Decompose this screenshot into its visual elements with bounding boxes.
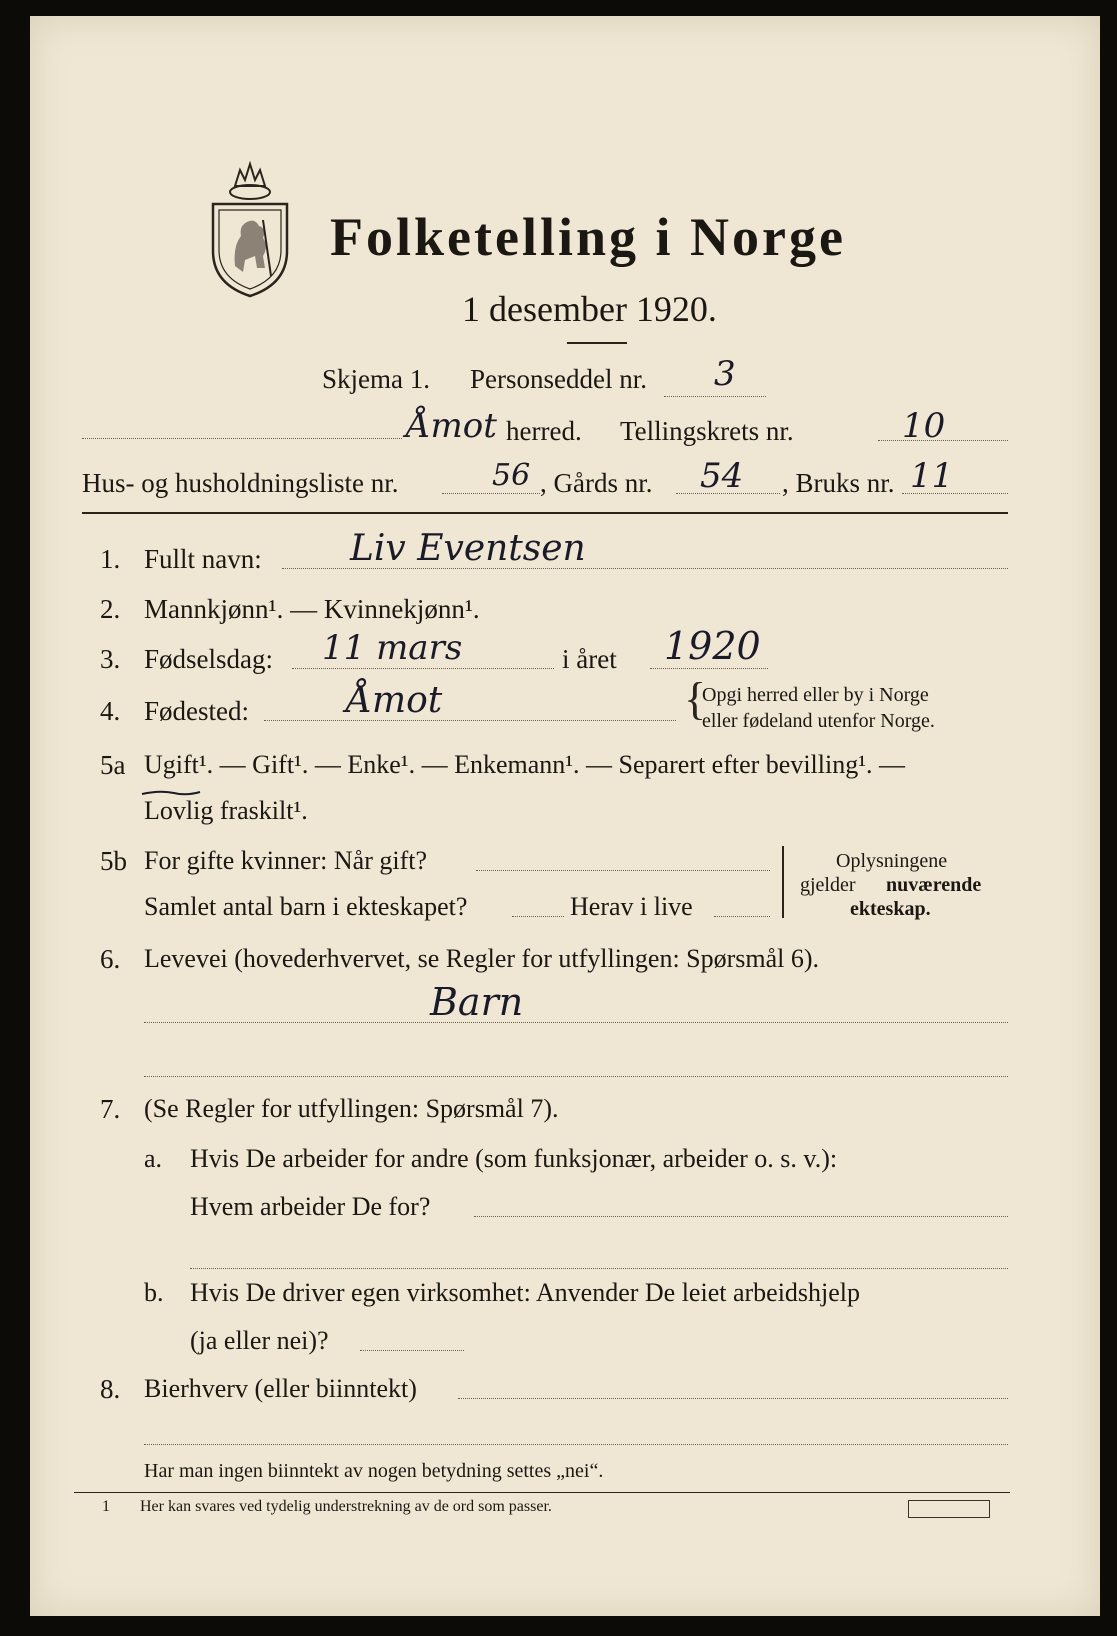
occupation-label: Levevei (hovederhvervet, se Regler for utfyllingen: Spørsmål 6). xyxy=(144,944,820,973)
no-income-note: Har man ingen biinntekt av nogen betydning settes „nei“. xyxy=(144,1460,604,1482)
husholdningsliste-label: Hus- og husholdningsliste nr. xyxy=(82,468,399,498)
occupation-line-2 xyxy=(144,1076,1008,1077)
census-date: 1 desember 1920. xyxy=(462,289,717,329)
personseddel-line xyxy=(664,396,766,397)
title-divider xyxy=(567,342,627,344)
children-alive-line xyxy=(714,916,770,917)
marriage-note-1: Oplysningene xyxy=(836,850,948,872)
q7a-letter: a. xyxy=(144,1144,163,1173)
hired-help-line xyxy=(360,1350,464,1351)
side-income-line-1 xyxy=(458,1398,1008,1399)
birthplace-line xyxy=(264,720,676,721)
tellingskrets-value: 10 xyxy=(902,406,946,446)
side-income-line-2 xyxy=(144,1444,1008,1445)
children-total-label: Samlet antal barn i ekteskapet? xyxy=(144,892,468,921)
q7b-letter: b. xyxy=(144,1278,164,1307)
footnote-number: 1 xyxy=(102,1498,110,1515)
birthplace-note-2: eller fødeland utenfor Norge. xyxy=(702,710,935,732)
herred-label: herred. xyxy=(506,416,582,446)
marital-status-divorced: Lovlig fraskilt¹. xyxy=(144,796,308,825)
q7a-question: Hvis De arbeider for andre (som funksjonær, arbeider o. s. v.): xyxy=(190,1144,838,1173)
marriage-note-3: ekteskap. xyxy=(850,898,931,920)
year-label: i året xyxy=(562,644,617,674)
side-income-label: Bierhverv (eller biinntekt) xyxy=(144,1374,417,1403)
q1-label: Fullt navn: xyxy=(144,544,262,574)
q7-label: (Se Regler for utfyllingen: Spørsmål 7). xyxy=(144,1094,559,1123)
when-married-line xyxy=(476,870,770,871)
q5a-number: 5a xyxy=(100,750,126,780)
bruks-value: 11 xyxy=(910,456,954,496)
husholdningsliste-value: 56 xyxy=(492,458,531,493)
underline-mark xyxy=(140,788,202,798)
q1-number: 1. xyxy=(100,544,121,574)
footnote-text: Her kan svares ved tydelig understrekning av de ord som passer. xyxy=(140,1498,552,1515)
marriage-note-2b: nuværende xyxy=(886,874,982,896)
birthplace-brace: { xyxy=(684,673,707,724)
printer-stamp xyxy=(908,1500,990,1518)
q8-number: 8. xyxy=(100,1374,121,1404)
employer-line-2 xyxy=(190,1268,1008,1269)
footer-rule xyxy=(74,1492,1010,1493)
marital-status-options: Ugift¹. — Gift¹. — Enke¹. — Enkemann¹. — Separert efter bevilling¹. — xyxy=(144,750,906,779)
tellingskrets-label: Tellingskrets nr. xyxy=(620,416,794,446)
employer-line-1 xyxy=(474,1216,1008,1217)
husholdningsliste-line xyxy=(442,493,540,494)
birthplace-note-1: Opgi herred eller by i Norge xyxy=(702,684,929,706)
gards-label: , Gårds nr. xyxy=(540,468,653,498)
coat-of-arms-icon xyxy=(205,156,295,301)
marriage-note-2a: gjelder xyxy=(800,874,856,896)
q3-number: 3. xyxy=(100,644,121,674)
bruks-label: , Bruks nr. xyxy=(782,468,895,498)
employer-label: Hvem arbeider De for? xyxy=(190,1192,431,1221)
occupation-value: Barn xyxy=(430,980,524,1024)
header-rule xyxy=(82,512,1008,514)
q4-number: 4. xyxy=(100,696,121,726)
q2-number: 2. xyxy=(100,594,121,624)
children-alive-label: Herav i live xyxy=(570,892,693,921)
q3-label: Fødselsdag: xyxy=(144,644,274,674)
occupation-line-1 xyxy=(144,1022,1008,1023)
birth-year-line xyxy=(650,668,768,669)
when-married-label: For gifte kvinner: Når gift? xyxy=(144,846,428,875)
marriage-note-bracket xyxy=(782,846,786,918)
personseddel-value: 3 xyxy=(714,354,736,394)
birthday-line xyxy=(292,668,554,669)
q4-label: Fødested: xyxy=(144,696,249,726)
q7-number: 7. xyxy=(100,1094,121,1124)
birthplace-value: Åmot xyxy=(346,680,443,721)
q7b-question: Hvis De driver egen virksomhet: Anvender De leiet arbeidshjelp xyxy=(190,1278,861,1307)
herred-value: Åmot xyxy=(406,406,497,446)
full-name-value: Liv Eventsen xyxy=(350,528,586,569)
children-total-line xyxy=(512,916,564,917)
birth-year-value: 1920 xyxy=(664,624,761,668)
herred-leading-line xyxy=(82,438,402,439)
q6-number: 6. xyxy=(100,944,121,974)
schema-label: Skjema 1. xyxy=(322,364,430,394)
sex-options: Mannkjønn¹. — Kvinnekjønn¹. xyxy=(144,594,480,624)
census-form xyxy=(30,16,1100,1616)
personseddel-label: Personseddel nr. xyxy=(470,364,647,394)
gards-value: 54 xyxy=(700,456,744,496)
q5b-number: 5b xyxy=(100,846,127,876)
form-title: Folketelling i Norge xyxy=(330,207,846,267)
hired-help-label: (ja eller nei)? xyxy=(190,1326,329,1355)
birthday-value: 11 mars xyxy=(322,628,463,668)
